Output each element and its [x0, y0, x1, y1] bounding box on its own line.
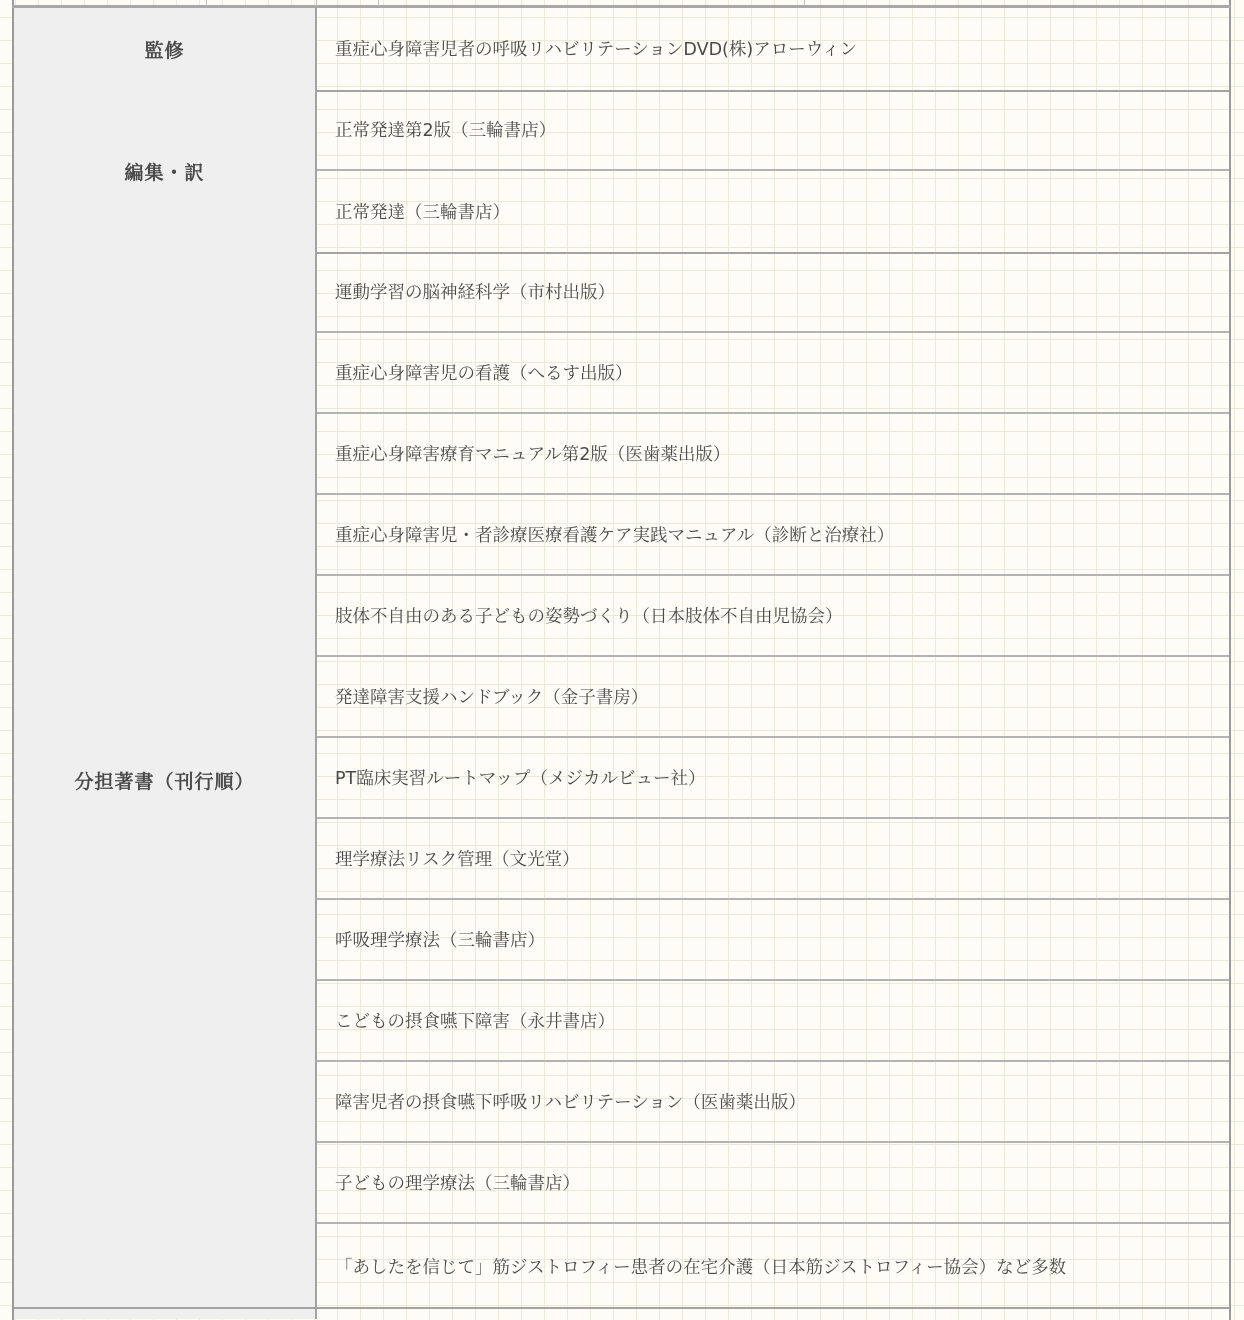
contributed-book-item: 肢体不自由のある子どもの姿勢づくり（日本肢体不自由児協会） — [317, 576, 1229, 657]
editing-translation-row — [14, 90, 1229, 254]
contributed-book-item: 呼吸理学療法（三輪書店） — [317, 900, 1229, 981]
previous-row-edge — [12, 0, 1231, 8]
contributed-book-item: 理学療法リスク管理（文光堂） — [317, 819, 1229, 900]
contributed-book-item: 障害児者の摂食嚥下呼吸リハビリテーション（医歯薬出版） — [317, 1062, 1229, 1143]
editing-translation-header: 編集・訳 — [14, 90, 317, 252]
contributed-book-item: 重症心身障害児の看護（へるす出版） — [317, 333, 1229, 414]
supervision-item: 重症心身障害児者の呼吸リハビリテーションDVD(株)アローウィン — [335, 40, 858, 60]
next-row-edge — [14, 1309, 1229, 1319]
editing-translation-item: 正常発達（三輪書店） — [335, 203, 510, 223]
contributed-books-row — [14, 252, 1229, 1309]
contributed-book-item: 子どもの理学療法（三輪書店） — [317, 1143, 1229, 1224]
contributed-books-header: 分担著書（刊行順） — [14, 252, 317, 1309]
contributed-book-item: 運動学習の脳神経科学（市村出版） — [317, 252, 1229, 333]
editing-translation-item: 正常発達第2版（三輪書店） — [317, 90, 1229, 171]
supervision-row — [14, 8, 1229, 92]
contributed-book-item: 重症心身障害児・者診療医療看護ケア実践マニュアル（診断と治療社） — [317, 495, 1229, 576]
contributed-book-item: こどもの摂食嚥下障害（永井書店） — [317, 981, 1229, 1062]
contributed-book-item: 発達障害支援ハンドブック（金子書房） — [317, 657, 1229, 738]
contributed-book-item: 重症心身障害療育マニュアル第2版（医歯薬出版） — [317, 414, 1229, 495]
supervision-header: 監修 — [14, 8, 317, 90]
contributed-book-item: PT臨床実習ルートマップ（メジカルビュー社） — [317, 738, 1229, 819]
contributed-book-item: 「あしたを信じて」筋ジストロフィー患者の在宅介護（日本筋ジストロフィー協会）など多数 — [335, 1258, 1067, 1278]
